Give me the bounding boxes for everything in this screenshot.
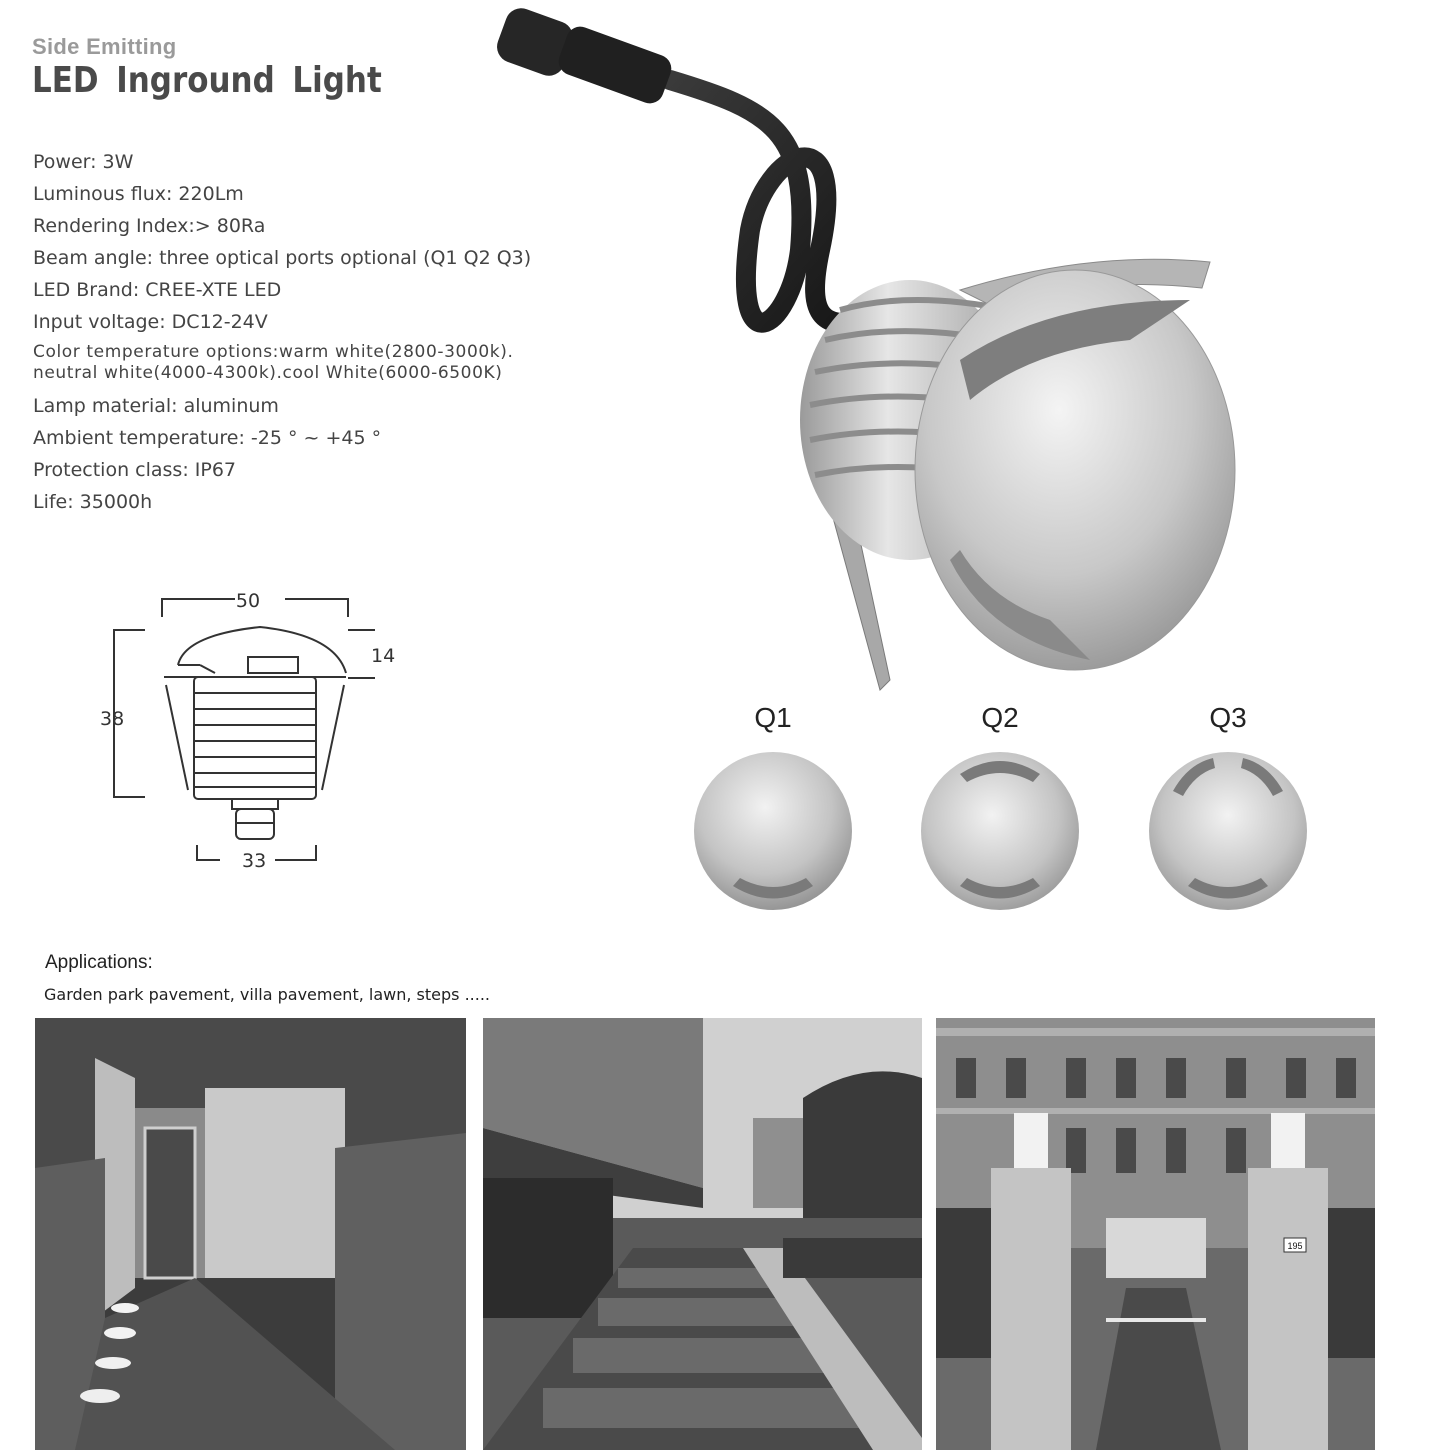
dim-total-height: 38 <box>100 708 125 730</box>
dimension-drawing <box>90 585 400 885</box>
address-plate: 195 <box>1287 1241 1303 1251</box>
variant-q1-image <box>688 736 858 916</box>
variant-q2-label: Q2 <box>981 702 1019 733</box>
dim-top-width: 50 <box>235 590 261 612</box>
spec-ambient-temperature: Ambient temperature: -25 ° ~ +45 ° <box>33 427 382 449</box>
spec-color-temperature-line2: neutral white(4000-4300k).cool White(6000-6500K) <box>33 363 503 383</box>
variant-q1-label: Q1 <box>754 702 792 733</box>
application-photo-walkway <box>35 1018 466 1450</box>
application-photo-villa <box>936 1018 1375 1450</box>
applications-heading: Applications: <box>45 952 153 973</box>
spec-beam-angle: Beam angle: three optical ports optional (Q1 Q2 Q3) <box>33 247 532 269</box>
spec-luminous-flux: Luminous flux: 220Lm <box>33 183 244 205</box>
spec-power: Power: 3W <box>33 151 134 173</box>
product-photo <box>490 0 1270 700</box>
spec-led-brand: LED Brand: CREE-XTE LED <box>33 279 282 301</box>
variant-q2-image <box>915 736 1085 916</box>
variant-q1 <box>688 700 858 920</box>
application-photo-pavement <box>483 1018 922 1450</box>
spec-input-voltage: Input voltage: DC12-24V <box>33 311 268 333</box>
spec-lamp-material: Lamp material: aluminum <box>33 395 279 417</box>
variant-q2 <box>915 700 1085 920</box>
product-title: LED Inground Light <box>32 60 382 101</box>
spec-life: Life: 35000h <box>33 491 153 513</box>
dim-cap-height: 14 <box>371 645 396 667</box>
dim-body-width: 33 <box>242 850 267 872</box>
spec-rendering-index: Rendering Index:> 80Ra <box>33 215 266 237</box>
spec-color-temperature-line1: Color temperature options:warm white(2800-3000k). <box>33 342 514 362</box>
variant-q3-label: Q3 <box>1209 702 1247 733</box>
variant-q3-image <box>1143 736 1313 916</box>
variant-q3 <box>1143 700 1313 920</box>
product-subtitle: Side Emitting <box>32 34 177 59</box>
spec-protection-class: Protection class: IP67 <box>33 459 237 481</box>
applications-description: Garden park pavement, villa pavement, lawn, steps ..... <box>44 985 490 1004</box>
